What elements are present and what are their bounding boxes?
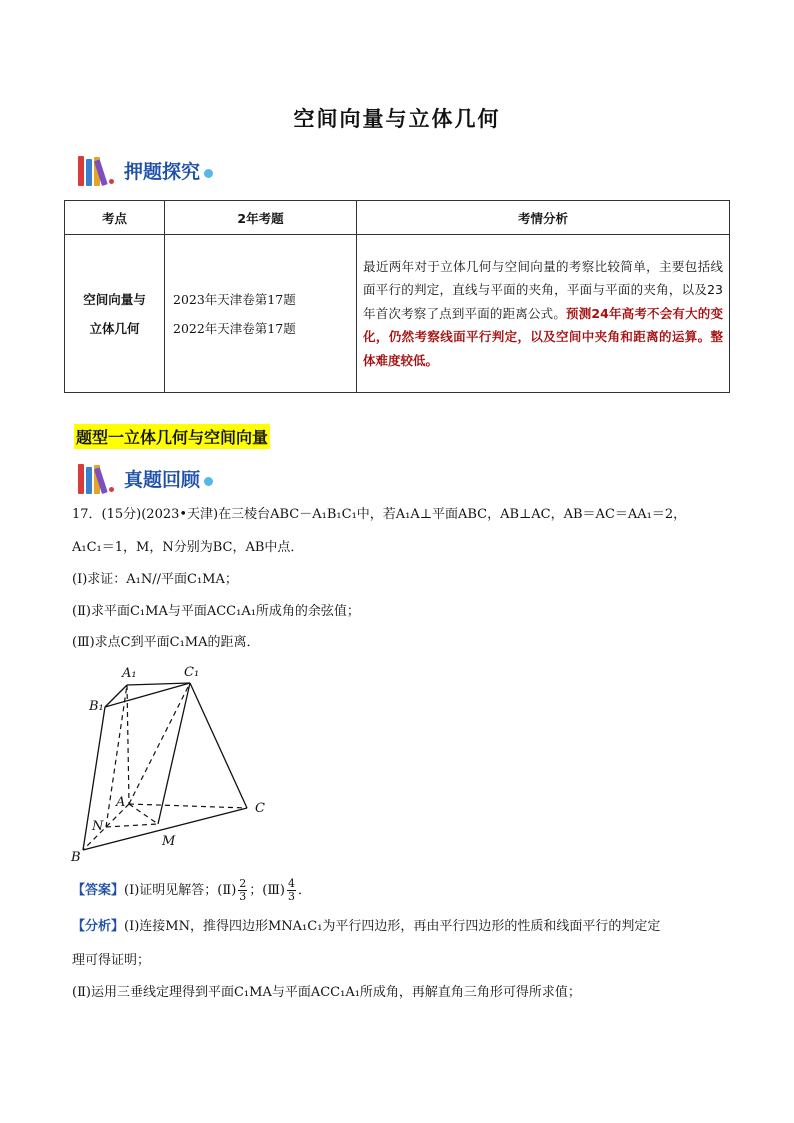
analysis-text: 最近两年对于立体几何与空间向量的考察比较简单，主要包括线面平行的判定，直线与平面的夹角，平面与平面的夹角，以及23年首次考察了点到平面的距离公式。	[363, 258, 723, 321]
analysis-line: 理可得证明；	[72, 953, 151, 968]
exam-item: 2022年天津卷第17题	[173, 320, 296, 336]
label-M: M	[162, 834, 176, 849]
problem-line: A₁C₁＝1，M，N分别为BC，AB中点．	[72, 540, 304, 555]
table-header-row	[65, 201, 730, 235]
analysis-tag: 【分析】	[72, 919, 125, 934]
fraction-numerator: 2	[239, 877, 247, 890]
label-A1: A₁	[122, 666, 137, 681]
answer-line	[72, 876, 311, 906]
question-3: (Ⅲ)求点C到平面C₁MA的距离．	[72, 635, 260, 650]
dot-icon	[204, 169, 213, 178]
topic-line: 立体几何	[89, 320, 140, 336]
books-icon	[76, 154, 122, 186]
section-header-ya-ti	[76, 152, 213, 188]
exam-analysis-table	[64, 200, 730, 393]
topic-line: 空间向量与	[83, 291, 146, 307]
analysis-line	[72, 918, 660, 936]
label-C1: C₁	[184, 665, 200, 680]
answer-text: (Ⅰ)证明见解答；(Ⅱ)	[124, 883, 237, 898]
answer-text: ；(Ⅲ)	[249, 883, 285, 898]
exam-item: 2023年天津卷第17题	[173, 291, 296, 307]
column-header: 考点	[65, 201, 165, 235]
topic-cell	[65, 235, 165, 393]
table-row	[65, 235, 730, 393]
label-B: B	[71, 850, 81, 865]
fraction-denominator: 3	[239, 890, 247, 903]
frustum-figure	[70, 662, 280, 867]
analysis-line: (Ⅱ)运用三垂线定理得到平面C₁MA与平面ACC₁A₁所成角，再解直角三角形可得所求值；	[72, 985, 581, 1000]
fraction	[287, 878, 296, 903]
label-A: A	[116, 795, 126, 810]
exam-cell	[165, 235, 357, 393]
analysis-text: (Ⅰ)连接MN，推得四边形MNA₁C₁为平行四边形，再由平行四边形的性质和线面平行的判定定	[124, 919, 661, 934]
section-header-zhen-ti	[76, 460, 213, 496]
fraction-numerator: 4	[287, 877, 295, 890]
analysis-cell	[357, 235, 730, 393]
section-label: 真题回顾	[124, 468, 201, 491]
label-B1: B₁	[89, 699, 104, 714]
answer-text: ．	[297, 883, 311, 898]
column-header: 2年考题	[165, 201, 357, 235]
answer-tag: 【答案】	[72, 883, 125, 898]
fraction	[238, 878, 247, 903]
books-icon	[76, 462, 122, 494]
question-2: (Ⅱ)求平面C₁MA与平面ACC₁A₁所成角的余弦值；	[72, 604, 360, 619]
question-1: (Ⅰ)求证：A₁N//平面C₁MA；	[72, 572, 238, 587]
page-title: 空间向量与立体几何	[293, 107, 501, 131]
column-header: 考情分析	[357, 201, 730, 235]
section-label: 押题探究	[124, 160, 201, 183]
analysis-prediction: 预测24年高考不会有大的变化，仍然考察线面平行判定，以及空间中夹角和距离的运算。整体难度较低。	[363, 305, 723, 368]
label-N: N	[92, 819, 104, 834]
label-C: C	[255, 801, 265, 816]
problem-line: 17．(15分)(2023•天津)在三棱台ABC－A₁B₁C₁中，若A₁A⊥平面ABC，AB⊥AC，AB＝AC＝AA₁＝2，	[72, 507, 687, 522]
highlight-heading: 题型一立体几何与空间向量	[74, 424, 270, 449]
dot-icon	[204, 477, 213, 486]
fraction-denominator: 3	[287, 890, 295, 903]
